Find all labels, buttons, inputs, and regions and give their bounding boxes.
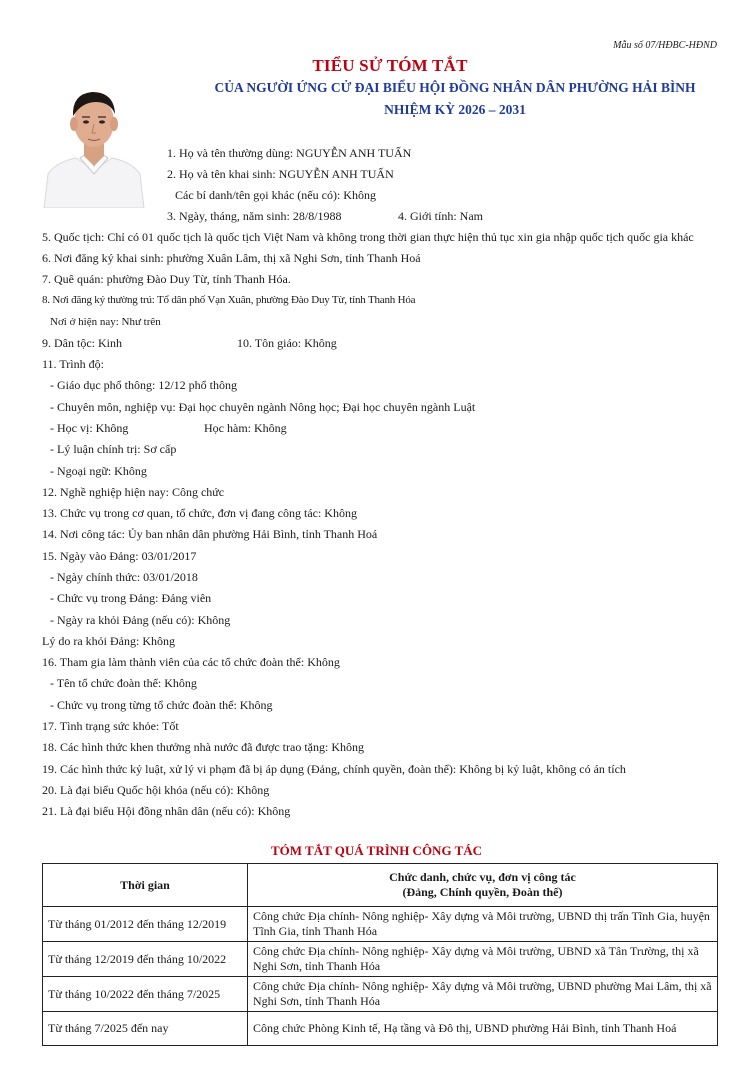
academic-degree: - Học vị: Không [50, 421, 129, 435]
row-time: Từ tháng 12/2019 đến tháng 10/2022 [43, 942, 248, 977]
political-theory: - Lý luận chính trị: Sơ cấp [50, 442, 177, 456]
row-position: Công chức Địa chính- Nông nghiệp- Xây dựng và Môi trường, UBND xã Tân Trường, thị xã Nghi Sơn, tỉnh Thanh Hóa [248, 942, 718, 977]
ethnicity: 9. Dân tộc: Kinh [42, 336, 122, 350]
position: 13. Chức vụ trong cơ quan, tổ chức, đơn vị đang công tác: Không [42, 506, 357, 520]
document-subtitle: CỦA NGƯỜI ỨNG CỬ ĐẠI BIỂU HỘI ĐỒNG NHÂN DÂN PHƯỜNG HẢI BÌNH [214, 80, 696, 95]
row-position: Công chức Phòng Kinh tế, Hạ tầng và Đô thị, UBND phường Hải Bình, tỉnh Thanh Hoá [248, 1012, 718, 1046]
header-position-line2: (Đảng, Chính quyền, Đoàn thể) [402, 885, 563, 899]
table-row [43, 907, 718, 942]
table-header-row [43, 864, 718, 907]
general-education: - Giáo dục phổ thông: 12/12 phổ thông [50, 378, 237, 392]
organization-position: - Chức vụ trong từng tổ chức đoàn thể: Không [50, 698, 273, 712]
row-time: Từ tháng 01/2012 đến tháng 12/2019 [43, 907, 248, 942]
table-row [43, 977, 718, 1012]
row-time: Từ tháng 7/2025 đến nay [43, 1012, 248, 1046]
gender: 4. Giới tính: Nam [398, 209, 484, 223]
row-time: Từ tháng 10/2022 đến tháng 7/2025 [43, 977, 248, 1012]
organization-membership: 16. Tham gia làm thành viên của các tổ chức đoàn thể: Không [42, 655, 340, 669]
religion: 10. Tôn giáo: Không [237, 336, 337, 350]
hometown: 7. Quê quán: phường Đào Duy Từ, tỉnh Thanh Hóa. [42, 272, 291, 286]
form-code: Mẫu số 07/HĐBC-HĐND [613, 40, 717, 51]
health-status: 17. Tình trạng sức khỏe: Tốt [42, 719, 179, 733]
current-residence: Nơi ở hiện nay: Như trên [50, 316, 161, 328]
party-leave-date: - Ngày ra khỏi Đảng (nếu có): Không [50, 613, 231, 627]
disciplinary-records: 19. Các hình thức kỷ luật, xử lý vi phạm đã bị áp dụng (Đảng, chính quyền, đoàn thể): Không bị kỷ luật, không có án tích [42, 762, 626, 776]
table-row [43, 1012, 718, 1046]
foreign-language: - Ngoại ngữ: Không [50, 464, 147, 478]
party-position: - Chức vụ trong Đảng: Đảng viên [50, 591, 212, 605]
term-subtitle: NHIỆM KỲ 2026 – 2031 [384, 102, 526, 117]
header-position [248, 864, 718, 907]
specialization: - Chuyên môn, nghiệp vụ: Đại học chuyên ngành Nông học; Đại học chuyên ngành Luật [50, 400, 476, 414]
common-name: 1. Họ và tên thường dùng: NGUYỄN ANH TUẤN [167, 146, 412, 160]
aliases: Các bí danh/tên gọi khác (nếu có): Không [175, 188, 376, 202]
organization-name: - Tên tổ chức đoàn thể: Không [50, 676, 197, 690]
party-official-date: - Ngày chính thức: 03/01/2018 [50, 570, 198, 584]
birth-date: 3. Ngày, tháng, năm sinh: 28/8/1988 [167, 209, 342, 223]
document-title: TIỂU SỬ TÓM TẮT [312, 56, 468, 75]
peoples-council-delegate: 21. Là đại biểu Hội đồng nhân dân (nếu có): Không [42, 804, 291, 818]
state-awards: 18. Các hình thức khen thưởng nhà nước đã được trao tặng: Không [42, 740, 364, 754]
national-assembly-delegate: 20. Là đại biểu Quốc hội khóa (nếu có): Không [42, 783, 270, 797]
education-heading: 11. Trình độ: [42, 357, 104, 371]
birth-registration-place: 6. Nơi đăng ký khai sinh: phường Xuân Lâm, thị xã Nghi Sơn, tỉnh Thanh Hoá [42, 251, 421, 265]
header-time: Thời gian [43, 864, 248, 907]
row-position: Công chức Địa chính- Nông nghiệp- Xây dựng và Môi trường, UBND thị trấn Tĩnh Gia, huyện Tĩnh Gia, tỉnh Thanh Hóa [248, 907, 718, 942]
academic-title: Học hàm: Không [204, 421, 287, 435]
party-leave-reason: Lý do ra khỏi Đảng: Không [42, 634, 175, 648]
row-position: Công chức Địa chính- Nông nghiệp- Xây dựng và Môi trường, UBND phường Mai Lâm, thị xã Nghi Sơn, tỉnh Thanh Hóa [248, 977, 718, 1012]
workplace: 14. Nơi công tác: Ủy ban nhân dân phường Hải Bình, tỉnh Thanh Hoá [42, 527, 378, 541]
header-position-line1: Chức danh, chức vụ, đơn vị công tác [389, 870, 576, 884]
table-row [43, 942, 718, 977]
work-history-table [42, 863, 718, 1046]
work-history-title: TÓM TẮT QUÁ TRÌNH CÔNG TÁC [270, 843, 483, 858]
permanent-residence: 8. Nơi đăng ký thường trú: Tổ dân phố Vạn Xuân, phường Đào Duy Từ, tỉnh Thanh Hóa [42, 294, 416, 306]
nationality: 5. Quốc tịch: Chỉ có 01 quốc tịch là quốc tịch Việt Nam và không trong thời gian thực hiện thủ tục xin gia nhập quốc tịch quốc gia khác [42, 230, 694, 244]
birth-name: 2. Họ và tên khai sinh: NGUYỄN ANH TUẤN [167, 167, 394, 181]
occupation: 12. Nghề nghiệp hiện nay: Công chức [42, 485, 225, 499]
party-join-date: 15. Ngày vào Đảng: 03/01/2017 [42, 549, 197, 563]
